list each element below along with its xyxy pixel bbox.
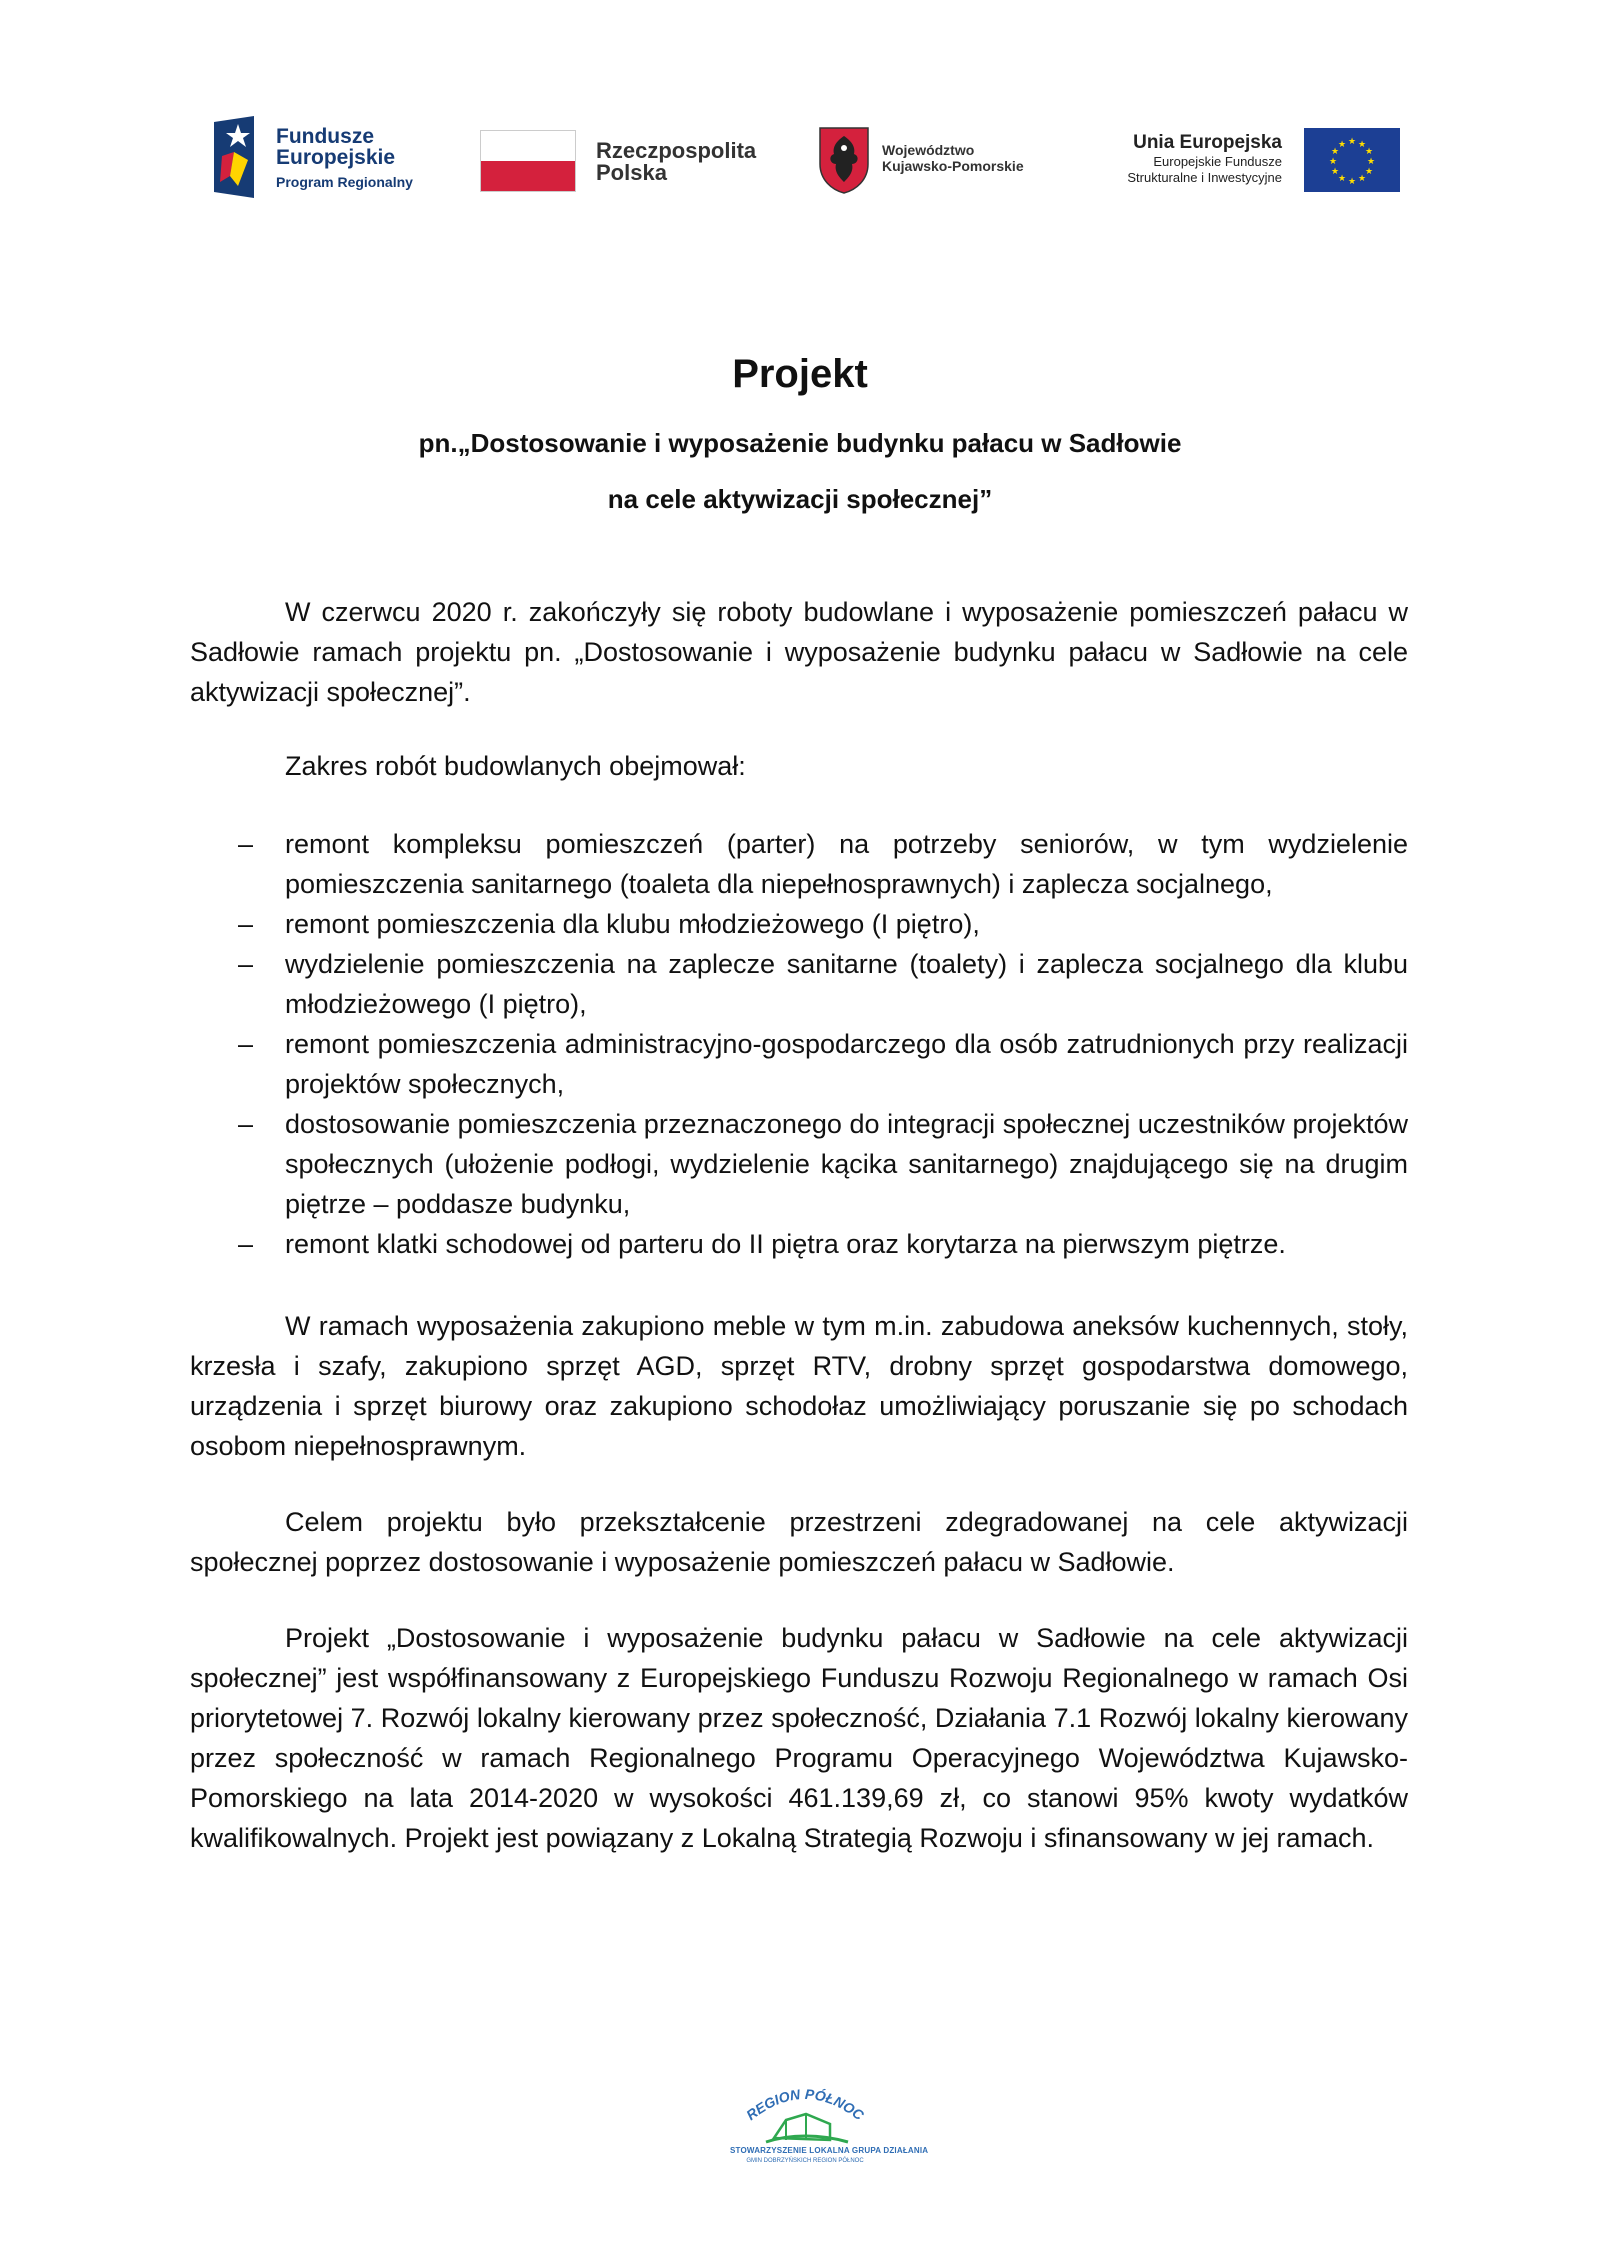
list-item <box>190 944 1408 1024</box>
kp-line1: Województwo <box>882 142 975 158</box>
logo-kujawsko-pomorskie <box>818 112 1048 210</box>
list-item-text: wydzielenie pomieszczenia na zaplecze sanitarne (toalety) i zaplecza socjalnego dla klubu młodzieżowego (I piętro), <box>285 949 1408 1019</box>
svg-text:★: ★ <box>1357 174 1367 184</box>
fe-line2: Europejskie <box>276 146 396 169</box>
logo-unia-europejska <box>1090 112 1400 210</box>
scope-list-block <box>190 824 1408 1264</box>
list-item <box>190 1104 1408 1224</box>
svg-text:★: ★ <box>1347 137 1357 147</box>
paragraph-intro-block <box>190 592 1408 712</box>
header-logos <box>210 112 1400 210</box>
bullet-dash: – <box>238 829 254 859</box>
fe-subtitle: Program Regionalny <box>276 174 413 190</box>
paragraph-intro: W czerwcu 2020 r. zakończyły się roboty budowlane i wyposażenie pomieszczeń pałacu w Sadłowie ramach projektu pn. „Dostosowanie i wyposażenie budynku pałacu w Sadłowie na cele aktywizacji społecznej”. <box>190 597 1408 707</box>
bullet-dash: – <box>238 1029 254 1059</box>
paragraph-funding-block <box>190 1618 1408 1858</box>
list-item-text: remont pomieszczenia dla klubu młodzieżowego (I piętro), <box>285 909 980 939</box>
svg-text:★: ★ <box>1330 167 1340 177</box>
polish-flag-icon <box>480 130 576 192</box>
region-polnoc-logo <box>730 2080 929 2170</box>
list-item <box>190 1024 1408 1104</box>
list-item <box>190 904 1408 944</box>
scope-lead-block <box>190 746 1408 786</box>
rp-line2: Polska <box>596 160 667 185</box>
kujawsko-pomorskie-crest-icon <box>818 126 870 194</box>
subtitle-line2: na cele aktywizacji społecznej” <box>607 484 993 514</box>
svg-text:★: ★ <box>1357 140 1367 150</box>
svg-text:★: ★ <box>1366 157 1376 167</box>
rp-line1: Rzeczpospolita <box>596 138 757 163</box>
svg-text:★: ★ <box>1328 157 1338 167</box>
bullet-dash: – <box>238 1109 254 1139</box>
svg-text:★: ★ <box>1364 147 1374 157</box>
svg-text:★: ★ <box>1347 177 1357 187</box>
paragraph-equipment: W ramach wyposażenia zakupiono meble w tym m.in. zabudowa aneksów kuchennych, stoły, krzesła i szafy, zakupiono sprzęt AGD, sprzęt RTV, drobny sprzęt gospodarstwa domowego, urządzenia i sprzęt biurowy oraz zakupiono schodołaz umożliwiający poruszanie się po schodach osobom niepełnosprawnym. <box>190 1311 1408 1461</box>
scope-list <box>190 824 1408 1264</box>
ue-line3: Strukturalne i Inwestycyjne <box>1127 170 1282 185</box>
paragraph-goal-block <box>190 1502 1408 1582</box>
fundusze-europejskie-mark-icon <box>214 116 262 198</box>
bullet-dash: – <box>238 1229 254 1259</box>
logo-rzeczpospolita-polska <box>480 112 780 210</box>
logo-fundusze-europejskie <box>210 112 420 210</box>
scope-lead: Zakres robót budowlanych obejmował: <box>285 751 746 781</box>
fe-line1: Fundusze <box>276 125 374 148</box>
list-item-text: remont pomieszczenia administracyjno-gospodarczego dla osób zatrudnionych przy realizacji projektów społecznych, <box>285 1029 1408 1099</box>
paragraph-goal: Celem projektu było przekształcenie przestrzeni zdegradowanej na cele aktywizacji społecznej poprzez dostosowanie i wyposażenie pomieszczeń pałacu w Sadłowie. <box>190 1507 1408 1577</box>
list-item <box>190 824 1408 904</box>
list-item-text: remont klatki schodowej od parteru do II piętra oraz korytarza na pierwszym piętrze. <box>285 1229 1286 1259</box>
svg-text:★: ★ <box>1364 167 1374 177</box>
kp-line2: Kujawsko-Pomorskie <box>882 158 1024 174</box>
ue-line2: Europejskie Fundusze <box>1153 154 1282 169</box>
svg-text:★: ★ <box>1337 140 1347 150</box>
eu-flag-icon <box>1304 128 1400 192</box>
paragraph-funding: Projekt „Dostosowanie i wyposażenie budynku pałacu w Sadłowie na cele aktywizacji społecznej” jest współfinansowany z Europejskiego Funduszu Rozwoju Regionalnego w ramach Osi priorytetowej 7. Rozwój lokalny kierowany przez społeczność, Działania 7.1 Rozwój lokalny kierowany przez społeczność w ramach Regionalnego Programu Operacyjnego Województwa Kujawsko-Pomorskiego na lata 2014-2020 w wysokości 461.139,69 zł, co stanowi 95% kwoty wydatków kwalifikowalnych. Projekt jest powiązany z Lokalną Strategią Rozwoju i sfinansowany w jej ramach. <box>190 1623 1408 1853</box>
region-polnoc-caption2: GMIN DOBRZYŃSKICH REGION PÓŁNOC <box>746 2158 864 2164</box>
svg-text:★: ★ <box>1330 147 1340 157</box>
region-polnoc-arc-text: REGION PÓŁNOC <box>743 2085 867 2124</box>
region-polnoc-house-icon <box>730 2080 880 2146</box>
list-item-text: remont kompleksu pomieszczeń (parter) na potrzeby seniorów, w tym wydzielenie pomieszczenia sanitarnego (toaleta dla niepełnosprawnych) i zaplecza socjalnego, <box>285 829 1408 899</box>
list-item <box>190 1224 1408 1264</box>
ue-line1: Unia Europejska <box>1133 132 1282 153</box>
subtitle-line1: pn.„Dostosowanie i wyposażenie budynku pałacu w Sadłowie <box>418 428 1182 458</box>
svg-text:★: ★ <box>1337 174 1347 184</box>
bullet-dash: – <box>238 949 254 979</box>
page-title: Projekt <box>732 352 868 396</box>
list-item-text: dostosowanie pomieszczenia przeznaczonego do integracji społecznej uczestników projektów społecznych (ułożenie podłogi, wydzielenie kącika sanitarnego) znajdującego się na drugim piętrze – poddasze budynku, <box>285 1109 1408 1219</box>
region-polnoc-caption1: STOWARZYSZENIE LOKALNA GRUPA DZIAŁANIA <box>730 2146 929 2155</box>
paragraph-equipment-block <box>190 1306 1408 1466</box>
bullet-dash: – <box>238 909 254 939</box>
